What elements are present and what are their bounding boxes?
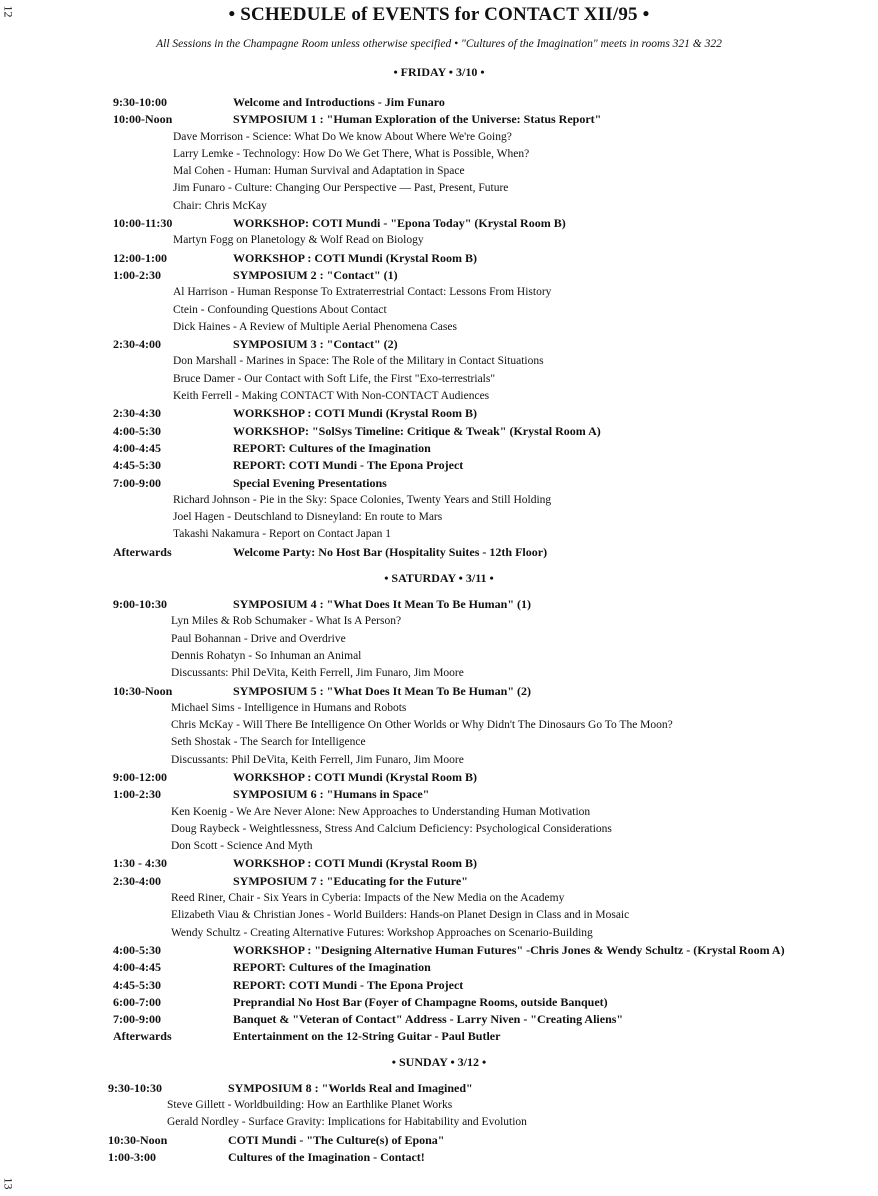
event-title: REPORT: COTI Mundi - The Epona Project	[233, 458, 464, 473]
schedule-row	[113, 769, 878, 786]
event-time: 9:30-10:00	[113, 95, 167, 109]
session-detail: Steve Gillett - Worldbuilding: How an Earthlike Planet Works	[167, 1099, 453, 1112]
session-detail: Reed Riner, Chair - Six Years in Cyberia: Impacts of the New Media on the Academy	[171, 892, 565, 905]
event-title: WORKSHOP : COTI Mundi (Krystal Room B)	[233, 769, 478, 784]
event-time: 1:30 - 4:30	[113, 856, 167, 871]
session-detail: Lyn Miles & Rob Schumaker - What Is A Person?	[171, 615, 402, 628]
schedule-row	[108, 1149, 878, 1166]
schedule-row	[113, 267, 878, 284]
schedule-row	[113, 683, 878, 700]
event-time: 4:00-4:45	[113, 440, 161, 455]
event-time: 2:30-4:00	[113, 337, 161, 352]
event-title: SYMPOSIUM 6 : "Humans in Space"	[233, 787, 430, 802]
session-detail: Chris McKay - Will There Be Intelligence On Other Worlds or Why Didn't The Dinosaurs Go To The Moon?	[171, 719, 673, 732]
event-time: 9:30-10:30	[108, 1080, 162, 1095]
event-title: Preprandial No Host Bar (Foyer of Champagne Rooms, outside Banquet)	[233, 994, 608, 1009]
event-time: 7:00-9:00	[113, 1012, 161, 1027]
session-detail: Martyn Fogg on Planetology & Wolf Read on Biology	[173, 234, 424, 247]
schedule-row	[113, 250, 878, 267]
session-detail: Paul Bohannan - Drive and Overdrive	[171, 632, 346, 645]
session-detail: Don Scott - Science And Myth	[171, 840, 313, 853]
event-time: 1:00-3:00	[108, 1149, 156, 1164]
event-time: Afterwards	[113, 544, 172, 559]
session-detail: Ctein - Confounding Questions About Contact	[173, 303, 387, 316]
session-detail: Chair: Chris McKay	[173, 199, 267, 212]
session-detail: Dennis Rohatyn - So Inhuman an Animal	[171, 649, 362, 662]
session-detail: Richard Johnson - Pie in the Sky: Space Colonies, Twenty Years and Still Holding	[173, 493, 552, 506]
event-title: WORKSHOP : COTI Mundi (Krystal Room B)	[233, 406, 478, 421]
schedule-row	[108, 1132, 878, 1149]
schedule-row	[113, 215, 878, 232]
session-detail: Michael Sims - Intelligence in Humans and Robots	[171, 701, 407, 714]
event-time: 4:00-4:45	[113, 960, 161, 975]
event-time: Afterwards	[113, 1029, 172, 1044]
event-time: 2:30-4:00	[113, 873, 161, 888]
event-title: COTI Mundi - "The Culture(s) of Epona"	[228, 1132, 445, 1147]
event-title: Entertainment on the 12-String Guitar - Paul Butler	[233, 1029, 501, 1044]
session-detail: Ken Koenig - We Are Never Alone: New Approaches to Understanding Human Motivation	[171, 805, 591, 818]
event-title: Cultures of the Imagination - Contact!	[228, 1149, 425, 1164]
schedule-row	[113, 1011, 878, 1028]
event-title: REPORT: Cultures of the Imagination	[233, 960, 431, 975]
event-time: 1:00-2:30	[113, 787, 161, 802]
session-detail: Seth Shostak - The Search for Intelligence	[171, 736, 366, 749]
event-title: SYMPOSIUM 8 : "Worlds Real and Imagined"	[228, 1080, 473, 1095]
event-title: SYMPOSIUM 3 : "Contact" (2)	[233, 337, 398, 352]
schedule-row	[113, 440, 878, 457]
schedule-row	[113, 1028, 878, 1045]
event-time: 6:00-7:00	[113, 994, 161, 1009]
event-time: 10:30-Noon	[108, 1132, 168, 1147]
event-title: Special Evening Presentations	[233, 475, 387, 490]
schedule-row	[113, 423, 878, 440]
schedule-row	[113, 786, 878, 803]
event-time: 4:45-5:30	[113, 977, 161, 992]
page-number-bottom: 13	[1, 1177, 16, 1190]
session-detail: Discussants: Phil DeVita, Keith Ferrell, Jim Funaro, Jim Moore	[171, 667, 464, 680]
session-detail: Jim Funaro - Culture: Changing Our Perspective — Past, Present, Future	[173, 182, 509, 195]
schedule-row	[113, 942, 878, 959]
event-time: 9:00-12:00	[113, 769, 167, 784]
session-detail: Dick Haines - A Review of Multiple Aerial Phenomena Cases	[173, 320, 457, 333]
event-title: WORKSHOP : COTI Mundi (Krystal Room B)	[233, 250, 478, 265]
event-title: WORKSHOP: COTI Mundi - "Epona Today" (Krystal Room B)	[233, 216, 566, 231]
schedule-row	[108, 1080, 878, 1097]
session-detail: Mal Cohen - Human: Human Survival and Adaptation in Space	[173, 165, 465, 178]
event-title: REPORT: Cultures of the Imagination	[233, 440, 431, 455]
event-title: REPORT: COTI Mundi - The Epona Project	[233, 977, 464, 992]
schedule-row	[113, 873, 878, 890]
event-time: 10:30-Noon	[113, 683, 173, 698]
session-detail: Gerald Nordley - Surface Gravity: Implications for Habitability and Evolution	[167, 1116, 527, 1129]
session-detail: Elizabeth Viau & Christian Jones - World Builders: Hands-on Planet Design in Class and in Mosaic	[171, 909, 630, 922]
session-detail: Wendy Schultz - Creating Alternative Futures: Workshop Approaches on Scenario-Building	[171, 926, 593, 939]
event-time: 9:00-10:30	[113, 597, 167, 612]
event-time: 10:00-Noon	[113, 112, 173, 127]
event-title: Welcome Party: No Host Bar (Hospitality Suites - 12th Floor)	[233, 544, 548, 559]
schedule-row	[113, 405, 878, 422]
day-section	[0, 1054, 878, 1166]
day-section	[0, 570, 878, 1046]
session-detail: Don Marshall - Marines in Space: The Role of the Military in Contact Situations	[173, 355, 544, 368]
page-number-top: 12	[1, 5, 16, 18]
event-time: 4:00-5:30	[113, 942, 161, 957]
session-detail: Doug Raybeck - Weightlessness, Stress And Calcium Deficiency: Psychological Considerations	[171, 822, 612, 835]
schedule-row	[113, 977, 878, 994]
event-time: 2:30-4:30	[113, 406, 161, 421]
session-detail: Dave Morrison - Science: What Do We know About Where We're Going?	[173, 130, 512, 143]
event-time: 12:00-1:00	[113, 250, 167, 265]
event-title: WORKSHOP: "SolSys Timeline: Critique & Tweak" (Krystal Room A)	[233, 423, 601, 438]
session-detail: Al Harrison - Human Response To Extraterrestrial Contact: Lessons From History	[173, 286, 552, 299]
day-heading: • SUNDAY • 3/12 •	[391, 1054, 487, 1069]
session-detail: Takashi Nakamura - Report on Contact Japan 1	[173, 528, 391, 541]
session-detail: Discussants: Phil DeVita, Keith Ferrell, Jim Funaro, Jim Moore	[171, 753, 464, 766]
event-title: SYMPOSIUM 4 : "What Does It Mean To Be Human" (1)	[233, 597, 531, 612]
event-title: WORKSHOP : "Designing Alternative Human Futures" -Chris Jones & Wendy Schultz - (Krystal Room A)	[233, 942, 785, 957]
schedule-row	[113, 994, 878, 1011]
schedule-row	[113, 596, 878, 613]
session-detail: Bruce Damer - Our Contact with Soft Life, the First "Exo-terrestrials"	[173, 372, 496, 385]
schedule-row	[113, 855, 878, 872]
page-subtitle: All Sessions in the Champagne Room unless otherwise specified • "Cultures of the Imagination" meets in rooms 321 & 322	[156, 38, 722, 50]
event-title: SYMPOSIUM 2 : "Contact" (1)	[233, 267, 398, 282]
event-time: 7:00-9:00	[113, 475, 161, 490]
day-heading: • SATURDAY • 3/11 •	[384, 571, 494, 586]
event-time: 10:00-11:30	[113, 216, 173, 231]
schedule-body	[0, 64, 878, 1166]
event-time: 4:45-5:30	[113, 458, 161, 473]
event-time: 4:00-5:30	[113, 423, 161, 438]
event-time: 1:00-2:30	[113, 267, 161, 282]
event-title: Banquet & "Veteran of Contact" Address - Larry Niven - "Creating Aliens"	[233, 1012, 624, 1027]
schedule-row	[113, 111, 878, 128]
session-detail: Joel Hagen - Deutschland to Disneyland: En route to Mars	[173, 511, 443, 524]
day-heading: • FRIDAY • 3/10 •	[393, 65, 485, 79]
schedule-row	[113, 336, 878, 353]
event-title: SYMPOSIUM 7 : "Educating for the Future"	[233, 873, 468, 888]
schedule-row	[113, 94, 878, 111]
schedule-row	[113, 457, 878, 474]
session-detail: Keith Ferrell - Making CONTACT With Non-CONTACT Audiences	[173, 390, 490, 403]
schedule-row	[113, 475, 878, 492]
session-detail: Larry Lemke - Technology: How Do We Get There, What is Possible, When?	[173, 147, 530, 160]
event-title: WORKSHOP : COTI Mundi (Krystal Room B)	[233, 856, 478, 871]
event-title: SYMPOSIUM 5 : "What Does It Mean To Be Human" (2)	[233, 683, 531, 698]
schedule-row	[113, 544, 878, 561]
event-title: Welcome and Introductions - Jim Funaro	[233, 95, 445, 109]
schedule-row	[113, 959, 878, 976]
day-section	[0, 64, 878, 561]
page-title: • SCHEDULE of EVENTS for CONTACT XII/95 •	[228, 4, 650, 25]
event-title: SYMPOSIUM 1 : "Human Exploration of the Universe: Status Report"	[233, 112, 602, 127]
